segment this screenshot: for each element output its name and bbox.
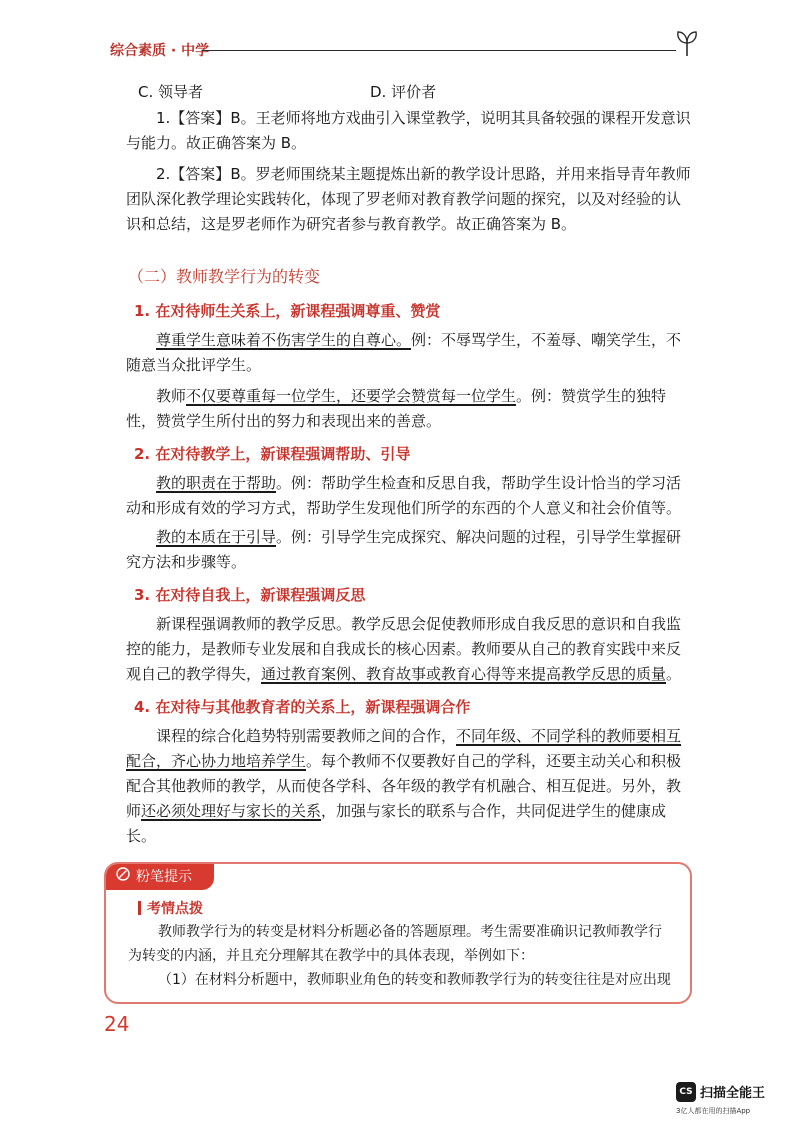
heading-4: 4. 在对待与其他教育者的关系上，新课程强调合作 [134,698,471,716]
paragraph: 课程的综合化趋势特别需要教师之间的合作，不同年级、不同学科的教师要相互配合，齐心协力地培养学生。每个教师不仅要教好自己的学科，还要主动关心和积极配合其他教师的教学，从而使各学科、各年级的教学有机融合、相互促进。另外，教师还必须处理好与家长的关系，加强与家长的联系与合作，共同促进学生的健康成长。 [126,727,682,845]
heading-2: 2. 在对待教学上，新课程强调帮助、引导 [134,445,411,463]
answer-2: 2.【答案】B。罗老师围绕某主题提炼出新的教学设计思路，并用来指导青年教师团队深化教学理论实践转化，体现了罗老师对教育教学问题的探究，以及对经验的认识和总结，这是罗老师作为研究者参与教育教学。故正确答案为 B。 [126,165,691,233]
option-c: C. 领导者 [138,83,204,101]
answers-block [126,106,692,237]
option-d: D. 评价者 [370,83,437,101]
main-content [126,248,692,849]
tip-text [128,920,672,992]
scanner-watermark [676,1080,792,1124]
page-number: 24 [104,1012,130,1036]
header-rule [202,50,676,51]
answer-options [138,81,698,102]
paragraph: 教的职责在于帮助。例：帮助学生检查和反思自我，帮助学生设计恰当的学习活动和形成有效的学习方式，帮助学生发现他们所学的东西的个人意义和社会价值等。 [126,474,682,517]
watermark-slogan: 3亿人都在用的扫描App [676,1107,751,1115]
sprout-icon [674,28,700,58]
paragraph: 尊重学生意味着不伤害学生的自尊心。例：不辱骂学生，不羞辱、嘲笑学生，不随意当众批评学生。 [126,331,682,374]
answer-1: 1.【答案】B。王老师将地方戏曲引入课堂教学，说明其具备较强的课程开发意识与能力。故正确答案为 B。 [126,109,691,152]
tip-paragraph: （1）在材料分析题中，教师职业角色的转变和教师教学行为的转变往往是对应出现 [158,972,671,988]
paragraph: 教的本质在于引导。例：引导学生完成探究、解决问题的过程，引导学生掌握研究方法和步骤等。 [126,528,682,571]
heading-3: 3. 在对待自我上，新课程强调反思 [134,586,366,604]
tip-box [104,862,692,1004]
section-title: （二）教师教学行为的转变 [128,267,321,286]
watermark-name: 扫描全能王 [700,1086,766,1101]
camscanner-logo: CS [676,1082,696,1102]
chalk-icon [116,864,130,890]
tip-subtitle: 考情点拨 [138,898,203,918]
paragraph: 新课程强调教师的教学反思。教学反思会促使教师形成自我反思的意识和自我监控的能力，是教师专业发展和自我成长的核心因素。教师要从自己的教育实践中来反观自己的教学得失，通过教育案例、教育故事或教育心得等来提高教学反思的质量。 [126,615,682,683]
running-header [110,28,700,68]
tip-paragraph: 教师教学行为的转变是材料分析题必备的答题原理。考生需要准确识记教师教学行为转变的内涵，并且充分理解其在教学中的具体表现，举例如下： [128,924,662,964]
tip-tab-label: 粉笔提示 [136,869,192,885]
heading-1: 1. 在对待师生关系上，新课程强调尊重、赞赏 [134,302,441,320]
tip-tab [106,864,214,890]
header-title: 综合素质 · 中学 [110,43,210,59]
paragraph: 教师不仅要尊重每一位学生，还要学会赞赏每一位学生。例：赞赏学生的独特性，赞赏学生所付出的努力和表现出来的善意。 [126,387,667,430]
